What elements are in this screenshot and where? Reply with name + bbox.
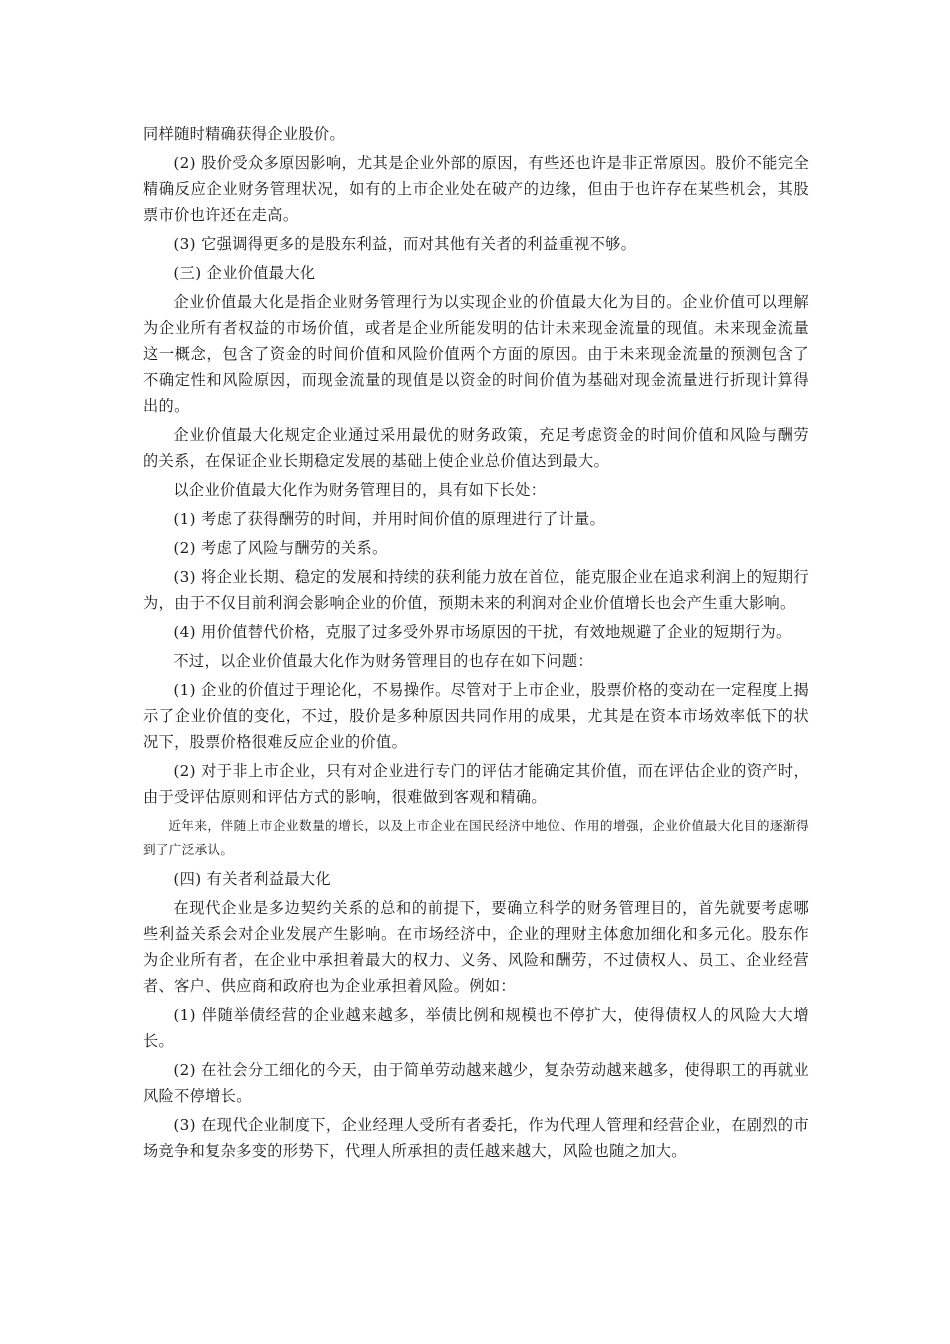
stakeholder-item-3: (3) 在现代企业制度下，企业经理人受所有者委托，作为代理人管理和经营企业，在剧烈的市场竞争和复杂多变的形势下，代理人所承担的责任越来越大，风险也随之加大。 xyxy=(143,1116,809,1160)
problem-item-2: (2) 对于非上市企业，只有对企业进行专门的评估才能确定其价值，而在评估企业的资产时，由于受评估原则和评估方式的影响，很难做到客观和精确。 xyxy=(143,762,809,806)
paragraph-advantages-intro: 以企业价值最大化作为财务管理目的，具有如下长处： xyxy=(173,481,547,499)
paragraph-requirement: 企业价值最大化规定企业通过采用最优的财务政策，充足考虑资金的时间价值和风险与酬劳的关系，在保证企业长期稳定发展的基础上使企业总价值达到最大。 xyxy=(143,426,809,470)
paragraph-continuation: 同样随时精确获得企业股价。 xyxy=(143,125,345,143)
section-heading-4: (四) 有关者利益最大化 xyxy=(173,870,331,888)
paragraph-item-2: (2) 股价受众多原因影响，尤其是企业外部的原因，有些还也许是非正常原因。股价不能完全精确反应企业财务管理状况，如有的上市企业处在破产的边缘，但由于也许存在某些机会，其股票市价也许还在走高。 xyxy=(143,154,809,224)
stakeholder-item-1: (1) 伴随举债经营的企业越来越多，举债比例和规模也不停扩大，使得债权人的风险大大增长。 xyxy=(143,1006,809,1050)
paragraph-recent-years: 近年来，伴随上市企业数量的增长，以及上市企业在国民经济中地位、作用的增强，企业价值最大化目的逐渐得到了广泛承认。 xyxy=(143,818,809,857)
stakeholder-item-2: (2) 在社会分工细化的今天，由于简单劳动越来越少，复杂劳动越来越多，使得职工的再就业风险不停增长。 xyxy=(143,1061,809,1105)
paragraph-stakeholders: 在现代企业是多边契约关系的总和的前提下，要确立科学的财务管理目的，首先就要考虑哪些利益关系会对企业发展产生影响。在市场经济中，企业的理财主体愈加细化和多元化。股东作为企业所有者，在企业中承担着最大的权力、义务、风险和酬劳，不过债权人、员工、企业经营者、客户、供应商和政府也为企业承担着风险。例如： xyxy=(143,899,809,995)
section-heading-3: (三) 企业价值最大化 xyxy=(173,264,316,282)
advantage-item-2: (2) 考虑了风险与酬劳的关系。 xyxy=(173,539,388,557)
advantage-item-1: (1) 考虑了获得酬劳的时间，并用时间价值的原理进行了计量。 xyxy=(173,510,606,528)
advantage-item-4: (4) 用价值替代价格，克服了过多受外界市场原因的干扰，有效地规避了企业的短期行为。 xyxy=(173,623,792,641)
paragraph-item-3: (3) 它强调得更多的是股东利益，而对其他有关者的利益重视不够。 xyxy=(173,235,637,253)
problem-item-1: (1) 企业的价值过于理论化，不易操作。尽管对于上市企业，股票价格的变动在一定程度上揭示了企业价值的变化，不过，股价是多种原因共同作用的成果，尤其是在资本市场效率低下的状况下，股票价格很难反应企业的价值。 xyxy=(143,681,809,751)
document-body xyxy=(143,121,809,1167)
paragraph-problems-intro: 不过，以企业价值最大化作为财务管理目的也存在如下问题： xyxy=(173,652,593,670)
paragraph-definition: 企业价值最大化是指企业财务管理行为以实现企业的价值最大化为目的。企业价值可以理解为企业所有者权益的市场价值，或者是企业所能发明的估计未来现金流量的现值。未来现金流量这一概念，包含了资金的时间价值和风险价值两个方面的原因。由于未来现金流量的预测包含了不确定性和风险原因，而现金流量的现值是以资金的时间价值为基础对现金流量进行折现计算得出的。 xyxy=(143,293,809,415)
advantage-item-3: (3) 将企业长期、稳定的发展和持续的获利能力放在首位，能克服企业在追求利润上的短期行为，由于不仅目前利润会影响企业的价值，预期未来的利润对企业价值增长也会产生重大影响。 xyxy=(143,568,809,612)
